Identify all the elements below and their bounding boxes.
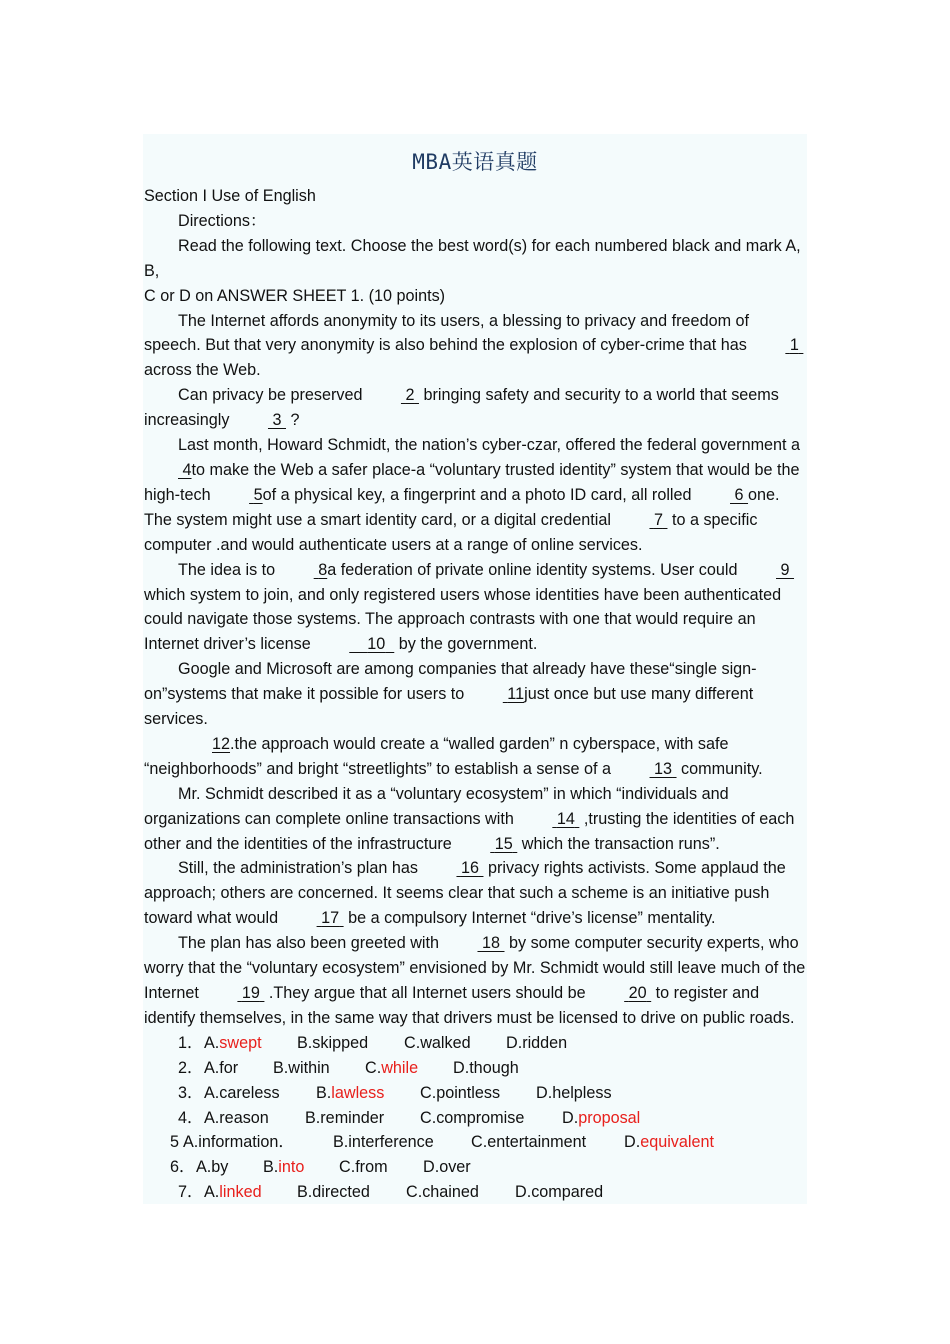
option-c: C.from: [339, 1158, 388, 1177]
blank-19: 19: [241, 984, 260, 1002]
blank-17: 17: [321, 909, 340, 928]
question-number: 5: [170, 1133, 180, 1152]
option-d: D.proposal: [562, 1108, 641, 1127]
option-a: A.careless: [204, 1083, 280, 1102]
option-a: A.linked: [204, 1183, 262, 1202]
blank-7: 7: [653, 510, 663, 529]
question-options: [144, 1130, 808, 1155]
passage-paragraph: 12.the approach would create a “walled garden” n cyberspace, with safe “neighborhoods” and bright “streetlights” to establish a sense of a 13 community.: [144, 732, 808, 782]
passage-paragraph: Still, the administration’s plan has 16 privacy rights activists. Some applaud the approach; others are concerned. It seems clear that such a scheme is an initiative push toward what would 17 be a compulsory Internet “drive’s license” mentality.: [144, 856, 808, 931]
passage-paragraph: Mr. Schmidt described it as a “voluntary ecosystem” in which “individuals and organizations can complete online transactions with 14 ,trusting the identities of each other and the identities of the infrastructure 15 which the transaction runs”.: [144, 782, 808, 857]
option-b: B.skipped: [297, 1033, 369, 1052]
passage-paragraph: The plan has also been greeted with 18 by some computer security experts, who worry that the “voluntary ecosystem” envisioned by Mr. Schmidt would still leave much of the Internet 19 .They argue that all Internet users should be 20 to register and identify themselves, in the same way that drivers must be licensed to drive on public roads.: [144, 931, 808, 1031]
option-c: C.while: [365, 1058, 419, 1077]
question-number: 2．: [178, 1058, 204, 1077]
option-b: B.into: [263, 1158, 305, 1177]
question-options: [144, 1106, 808, 1131]
option-b: B.directed: [297, 1183, 370, 1202]
blank-13: 13: [654, 759, 673, 778]
option-d: D.compared: [515, 1183, 604, 1202]
blank-16: 16: [460, 859, 479, 878]
passage-paragraph: Google and Microsoft are among companies that already have these“single sign-on”systems that make it possible for users to 11just once but use many different services.: [144, 660, 757, 729]
option-d: D.helpless: [536, 1083, 612, 1102]
blank-9: 9: [780, 560, 790, 579]
blank-11: 11: [507, 685, 525, 704]
option-a: A.reason: [204, 1108, 269, 1127]
option-a: A.by: [196, 1158, 229, 1177]
blank-18: 18: [481, 934, 500, 953]
blank-2: 2: [405, 386, 415, 405]
option-a: A.swept: [204, 1033, 262, 1052]
blank-14: 14: [556, 809, 575, 828]
directions-text-continued: C or D on ANSWER SHEET 1. (10 points): [144, 286, 446, 305]
directions-label: Directions：: [178, 211, 267, 230]
page-title: MBA英语真题: [412, 150, 538, 174]
option-d: D.though: [453, 1058, 519, 1077]
option-c: C.walked: [404, 1033, 471, 1052]
blank-10: 10: [367, 635, 386, 654]
option-d: D.ridden: [506, 1033, 568, 1052]
option-c: C.pointless: [420, 1083, 501, 1102]
passage-paragraph: Can privacy be preserved 2 bringing safety and security to a world that seems increasingly 3 ?: [144, 383, 808, 433]
question-number: 6．: [170, 1158, 196, 1177]
blank-12: 12: [212, 734, 231, 753]
blank-20: 20: [628, 984, 647, 1002]
option-d: D.equivalent: [624, 1133, 714, 1152]
option-c: C.entertainment: [471, 1133, 587, 1152]
blank-5: 5: [253, 485, 263, 504]
option-b: B.lawless: [316, 1083, 385, 1102]
option-a: A.information．: [183, 1133, 295, 1152]
option-b: B.interference: [333, 1133, 434, 1152]
question-options: [144, 1155, 808, 1180]
blank-1: 1: [789, 336, 799, 355]
passage-paragraph: Last month, Howard Schmidt, the nation’s cyber-czar, offered the federal government a 4to make the Web a safer place-a “voluntary trusted identity” system that would be the high-tech 5of a physical key, a fingerprint and a photo ID card, all rolled 6 one. The system might use a smart identity card, or a digital credential 7 to a specific computer .and would authenticate users at a range of online services.: [144, 436, 801, 554]
option-d: D.over: [423, 1158, 471, 1177]
question-options: [144, 1180, 808, 1205]
question-number: 4．: [178, 1108, 204, 1127]
question-number: 3．: [178, 1083, 204, 1102]
blank-8: 8: [318, 560, 328, 579]
question-number: 1．: [178, 1033, 204, 1052]
option-c: C.chained: [406, 1183, 479, 1202]
question-options: [144, 1056, 808, 1081]
blank-4: 4: [182, 460, 192, 479]
document-body: [144, 184, 808, 1205]
blank-15: 15: [494, 834, 513, 853]
option-b: B.within: [273, 1058, 330, 1077]
blank-6: 6: [734, 485, 744, 504]
blank-3: 3: [272, 411, 282, 430]
option-b: B.reminder: [305, 1108, 385, 1127]
passage-paragraph: The Internet affords anonymity to its users, a blessing to privacy and freedom of speech. But that very anonymity is also behind the explosion of cyber-crime that has 1 across the Web.: [144, 309, 808, 384]
option-c: C.compromise: [420, 1108, 525, 1127]
option-a: A.for: [204, 1058, 239, 1077]
passage-paragraph: The idea is to 8a federation of private online identity systems. User could 9 which system to join, and only registered users whose identities have been authenticated could navigate those systems. The approach contrasts with one that would require an Internet driver’s license 10 by the government.: [144, 558, 808, 658]
directions-text: Read the following text. Choose the best word(s) for each numbered black and mark A, B,: [144, 236, 801, 280]
question-options: [144, 1031, 808, 1056]
question-number: 7．: [178, 1183, 204, 1202]
section-heading: Section I Use of English: [144, 187, 316, 205]
question-options: [144, 1081, 808, 1106]
